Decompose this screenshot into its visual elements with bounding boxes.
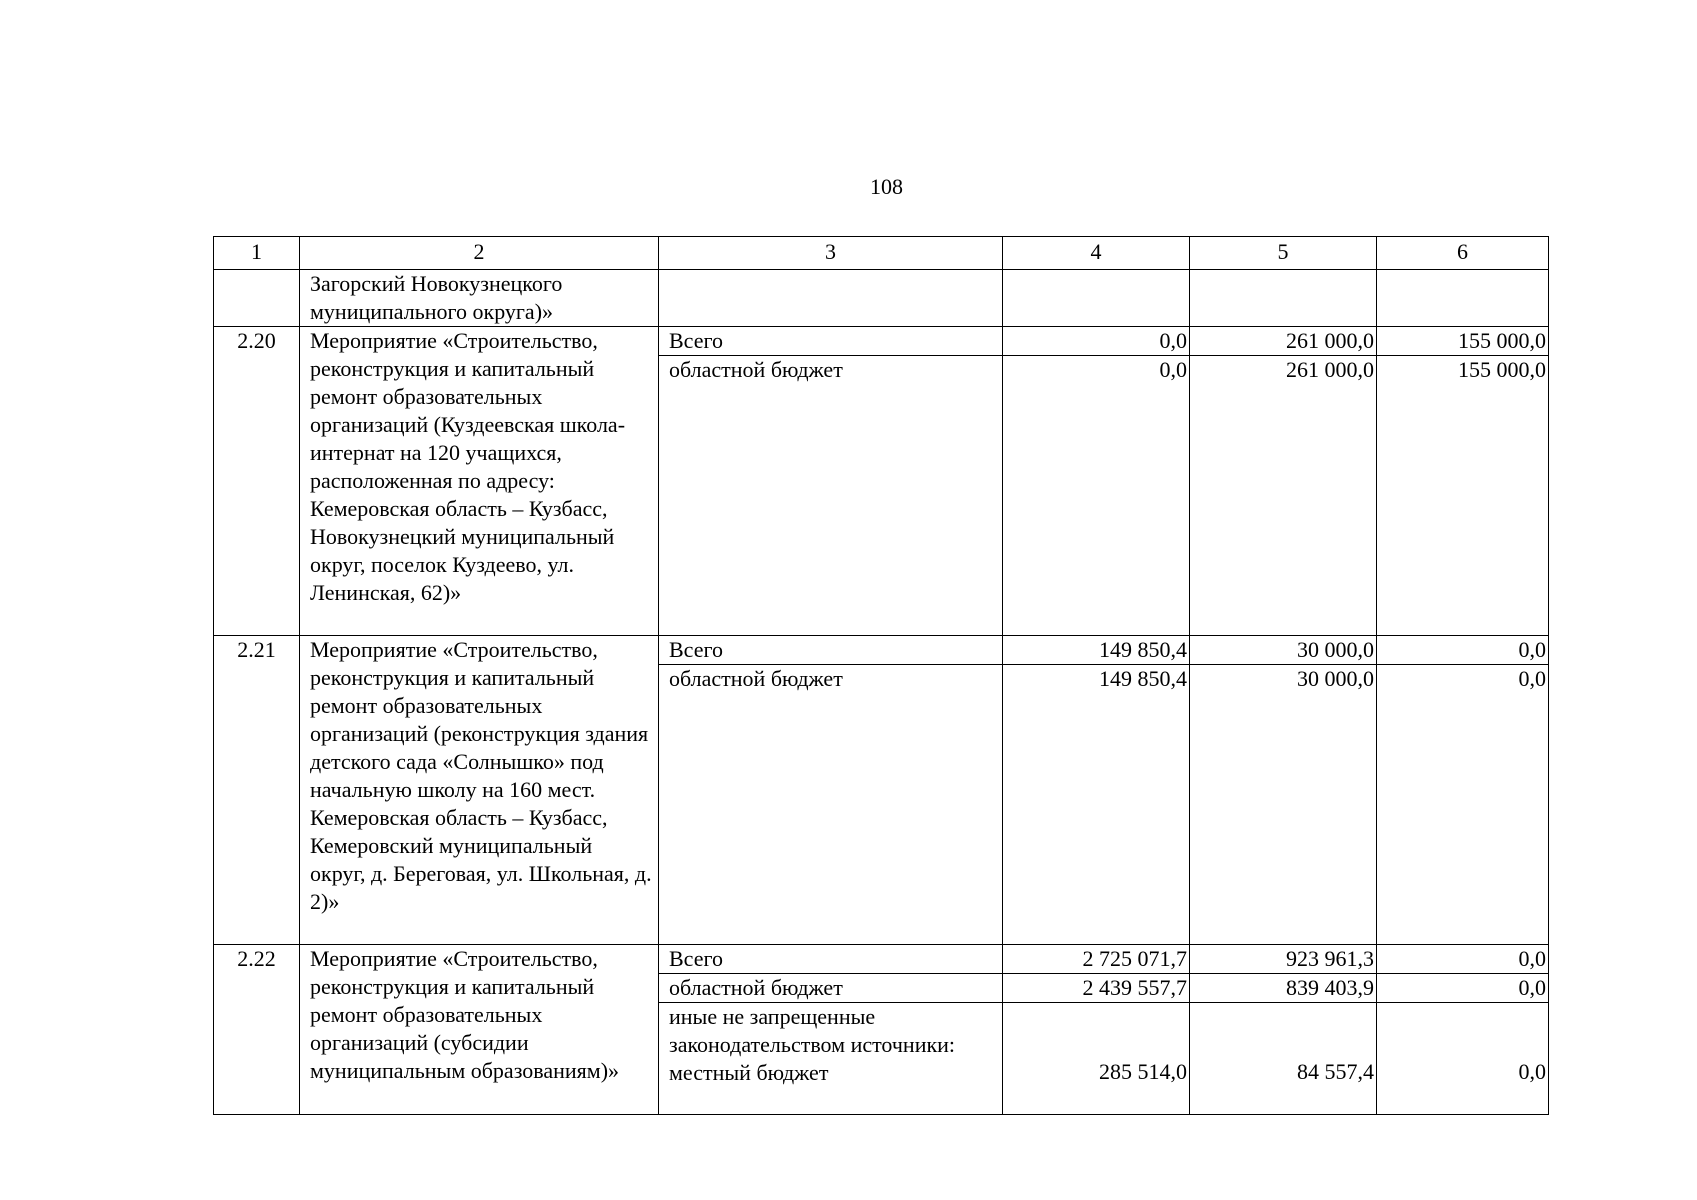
value-col4: 0,0	[1003, 327, 1190, 356]
source-label: областной бюджет	[659, 356, 1003, 636]
value-col4: 285 514,0	[1003, 1003, 1190, 1115]
row-description: Загорский Новокузнецкого муниципального округа)»	[300, 270, 659, 327]
page-number: 108	[870, 174, 903, 199]
table-row	[214, 945, 1549, 974]
source-label: Всего	[659, 945, 1003, 974]
value-col5: 839 403,9	[1190, 974, 1377, 1003]
value-col4: 149 850,4	[1003, 665, 1190, 945]
header-row	[214, 237, 1549, 270]
value-col6: 0,0	[1377, 1003, 1549, 1115]
value-col4: 2 439 557,7	[1003, 974, 1190, 1003]
table-row	[214, 327, 1549, 356]
value-col5: 923 961,3	[1190, 945, 1377, 974]
column-header: 1	[214, 237, 300, 270]
source-label: иные не запрещенные законодательством источники: местный бюджет	[659, 1003, 1003, 1115]
value-col6: 0,0	[1377, 945, 1549, 974]
value-col4: 149 850,4	[1003, 636, 1190, 665]
value-col6: 0,0	[1377, 974, 1549, 1003]
value-cell	[1377, 270, 1549, 327]
value-col5: 84 557,4	[1190, 1003, 1377, 1115]
value-col6: 155 000,0	[1377, 356, 1549, 636]
row-description: Мероприятие «Строительство, реконструкция и капитальный ремонт образовательных организаций (Куздеевская школа-интернат на 120 учащихся, расположенная по адресу: Кемеровская область – Кузбасс, Новокузнецкий муниципальный округ, поселок Куздеево, ул. Ленинская, 62)»	[300, 327, 659, 636]
table-row	[214, 636, 1549, 665]
column-header: 3	[659, 237, 1003, 270]
row-description: Мероприятие «Строительство, реконструкция и капитальный ремонт образовательных организаций (реконструкция здания детского сада «Солнышко» под начальную школу на 160 мест. Кемеровская область – Кузбасс, Кемеровский муниципальный округ, д. Береговая, ул. Школьная, д. 2)»	[300, 636, 659, 945]
row-description: Мероприятие «Строительство, реконструкция и капитальный ремонт образовательных организаций (субсидии муниципальным образованиям)»	[300, 945, 659, 1115]
value-col5: 30 000,0	[1190, 636, 1377, 665]
value-cell	[1190, 270, 1377, 327]
value-cell	[1003, 270, 1190, 327]
value-col4: 0,0	[1003, 356, 1190, 636]
column-header: 6	[1377, 237, 1549, 270]
row-number: 2.20	[214, 327, 300, 636]
column-header: 4	[1003, 237, 1190, 270]
value-col5: 30 000,0	[1190, 665, 1377, 945]
value-col5: 261 000,0	[1190, 327, 1377, 356]
row-number	[214, 270, 300, 327]
value-col6: 0,0	[1377, 636, 1549, 665]
value-col6: 155 000,0	[1377, 327, 1549, 356]
budget-table	[213, 236, 1549, 1115]
source-label: областной бюджет	[659, 665, 1003, 945]
continuation-row	[214, 270, 1549, 327]
value-col4: 2 725 071,7	[1003, 945, 1190, 974]
source-label: Всего	[659, 327, 1003, 356]
column-header: 5	[1190, 237, 1377, 270]
source-label: областной бюджет	[659, 974, 1003, 1003]
source-cell	[659, 270, 1003, 327]
source-label: Всего	[659, 636, 1003, 665]
value-col6: 0,0	[1377, 665, 1549, 945]
row-number: 2.21	[214, 636, 300, 945]
value-col5: 261 000,0	[1190, 356, 1377, 636]
row-number: 2.22	[214, 945, 300, 1115]
column-header: 2	[300, 237, 659, 270]
